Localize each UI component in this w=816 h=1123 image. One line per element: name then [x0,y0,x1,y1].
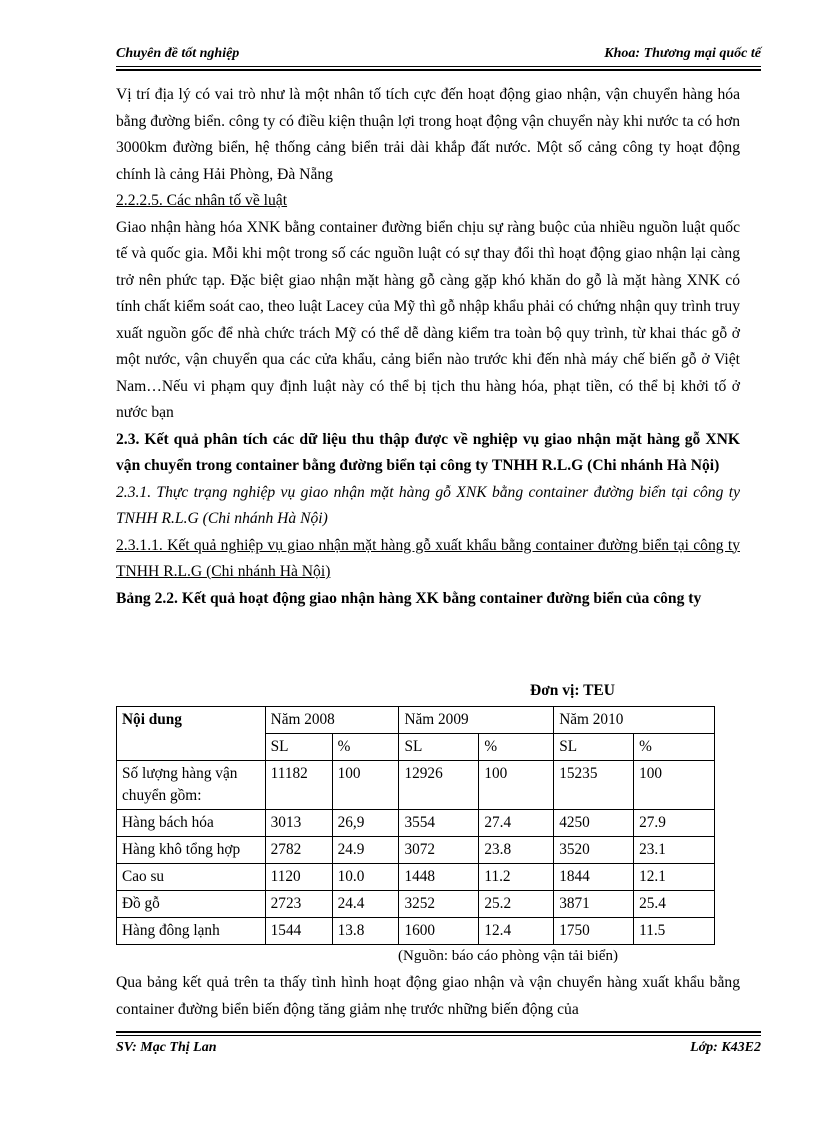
cell: 12.4 [479,918,554,945]
cell: 25.2 [479,891,554,918]
cell: 100 [634,761,715,810]
cell: 100 [332,761,399,810]
table-caption: Bảng 2.2. Kết quả hoạt động giao nhận hàng XK bằng container đường biển của công ty [116,589,702,607]
cell: 1448 [399,864,479,891]
cell: 1600 [399,918,479,945]
cell: 15235 [554,761,634,810]
sub-pct: % [332,734,399,761]
cell: 2723 [265,891,332,918]
cell: 11182 [265,761,332,810]
cell: 3520 [554,837,634,864]
footer-rule-thick [116,1031,761,1033]
page-footer [116,1040,761,1056]
cell: 27.4 [479,810,554,837]
section-231-title: 2.3.1. Thực trạng nghiệp vụ giao nhận mặt hàng gỗ XNK bằng container đường biển tại công ty TNHH R.L.G (Chi nhánh Hà Nội) [116,483,740,527]
sub-sl: SL [399,734,479,761]
row-label: Số lượng hàng vận chuyển gồm: [117,761,266,810]
cell: 13.8 [332,918,399,945]
cell: 25.4 [634,891,715,918]
header-content: Nội dung [117,707,266,761]
section-23-title: 2.3. Kết quả phân tích các dữ liệu thu thập được về nghiệp vụ giao nhận mặt hàng gỗ XNK vận chuyển trong container bằng đường biển tại công ty TNHH R.L.G (Chi nhánh Hà Nội) [116,430,740,474]
sub-pct: % [634,734,715,761]
cell: 24.9 [332,837,399,864]
cell: 3554 [399,810,479,837]
header-right: Khoa: Thương mại quốc tế [604,46,761,61]
row-label: Hàng khô tổng hợp [117,837,266,864]
cell: 10.0 [332,864,399,891]
table-source: (Nguồn: báo cáo phòng vận tải biển) [398,948,618,964]
law-paragraph: Giao nhận hàng hóa XNK bằng container đường biển chịu sự ràng buộc của nhiều nguồn luật quốc tế và quốc gia. Mỗi khi một trong số các nguồn luật có sự thay đổi thì hoạt động giao nhận lại càng trở nên phức tạp. Đặc biệt giao nhận mặt hàng gỗ càng gặp khó khăn do gỗ là mặt hàng XNK có tính chất kiểm soát cao, theo luật Lacey của Mỹ thì gỗ nhập khẩu phải có chứng nhận quy trình truy xuất nguồn gốc để nhà chức trách Mỹ có thể dễ dàng kiểm tra toàn bộ quy trình, từ khai thác gỗ ở một nước, vận chuyển qua các cửa khẩu, cảng biển nào trước khi đến nhà máy chế biến gỗ ở Việt Nam…Nếu vi phạm quy định luật này có thể bị tịch thu hàng hóa, phạt tiền, có thể bị khởi tố ở nước bạn [116,218,740,421]
row-label: Hàng bách hóa [117,810,266,837]
cell: 1844 [554,864,634,891]
header-year-2008: Năm 2008 [265,707,399,734]
cell: 12.1 [634,864,715,891]
page-body-continued [116,970,740,1023]
page-header [116,46,761,62]
cell: 3072 [399,837,479,864]
footer-rule [116,1035,761,1036]
row-label: Đồ gỗ [117,891,266,918]
footer-right: Lớp: K43E2 [690,1040,761,1055]
table-row [117,761,715,810]
results-table [116,706,715,945]
unit-label: Đơn vị: TEU [530,682,615,699]
table-header-row [117,707,715,734]
cell: 2782 [265,837,332,864]
cell: 100 [479,761,554,810]
header-rule-thick [116,69,761,71]
cell: 11.5 [634,918,715,945]
table-row [117,837,715,864]
page-body [116,82,740,612]
table-row [117,918,715,945]
cell: 11.2 [479,864,554,891]
section-2311-title: 2.3.1.1. Kết quả nghiệp vụ giao nhận mặt hàng gỗ xuất khẩu bằng container đường biển tại công ty TNHH R.L.G (Chi nhánh Hà Nội) [116,536,740,580]
after-paragraph: Qua bảng kết quả trên ta thấy tình hình hoạt động giao nhận và vận chuyển hàng xuất khẩu bằng container đường biển biến động tăng giảm nhẹ trước những biến động của [116,974,740,1018]
row-label: Cao su [117,864,266,891]
section-2225-title: 2.2.2.5. Các nhân tố về luật [116,192,288,209]
row-label: Hàng đông lạnh [117,918,266,945]
header-year-2010: Năm 2010 [554,707,715,734]
sub-pct: % [479,734,554,761]
sub-sl: SL [265,734,332,761]
cell: 1750 [554,918,634,945]
header-left: Chuyên đề tốt nghiệp [116,46,240,61]
cell: 23.8 [479,837,554,864]
sub-sl: SL [554,734,634,761]
cell: 23.1 [634,837,715,864]
cell: 3252 [399,891,479,918]
table-row [117,864,715,891]
cell: 27.9 [634,810,715,837]
header-year-2009: Năm 2009 [399,707,554,734]
cell: 1120 [265,864,332,891]
cell: 24.4 [332,891,399,918]
cell: 3013 [265,810,332,837]
cell: 1544 [265,918,332,945]
header-rule [116,66,761,67]
cell: 12926 [399,761,479,810]
footer-left: SV: Mạc Thị Lan [116,1040,217,1055]
cell: 26,9 [332,810,399,837]
table-row [117,891,715,918]
cell: 4250 [554,810,634,837]
table-row [117,810,715,837]
cell: 3871 [554,891,634,918]
intro-paragraph: Vị trí địa lý có vai trò như là một nhân tố tích cực đến hoạt động giao nhận, vận chuyển hàng hóa bằng đường biển. công ty có điều kiện thuận lợi trong hoạt động vận chuyển này khi nước ta có hơn 3000km đường biển, hệ thống cảng biển trải dài khắp đất nước. Một số cảng công ty hoạt động chính là cảng Hải Phòng, Đà Nẵng [116,86,740,183]
